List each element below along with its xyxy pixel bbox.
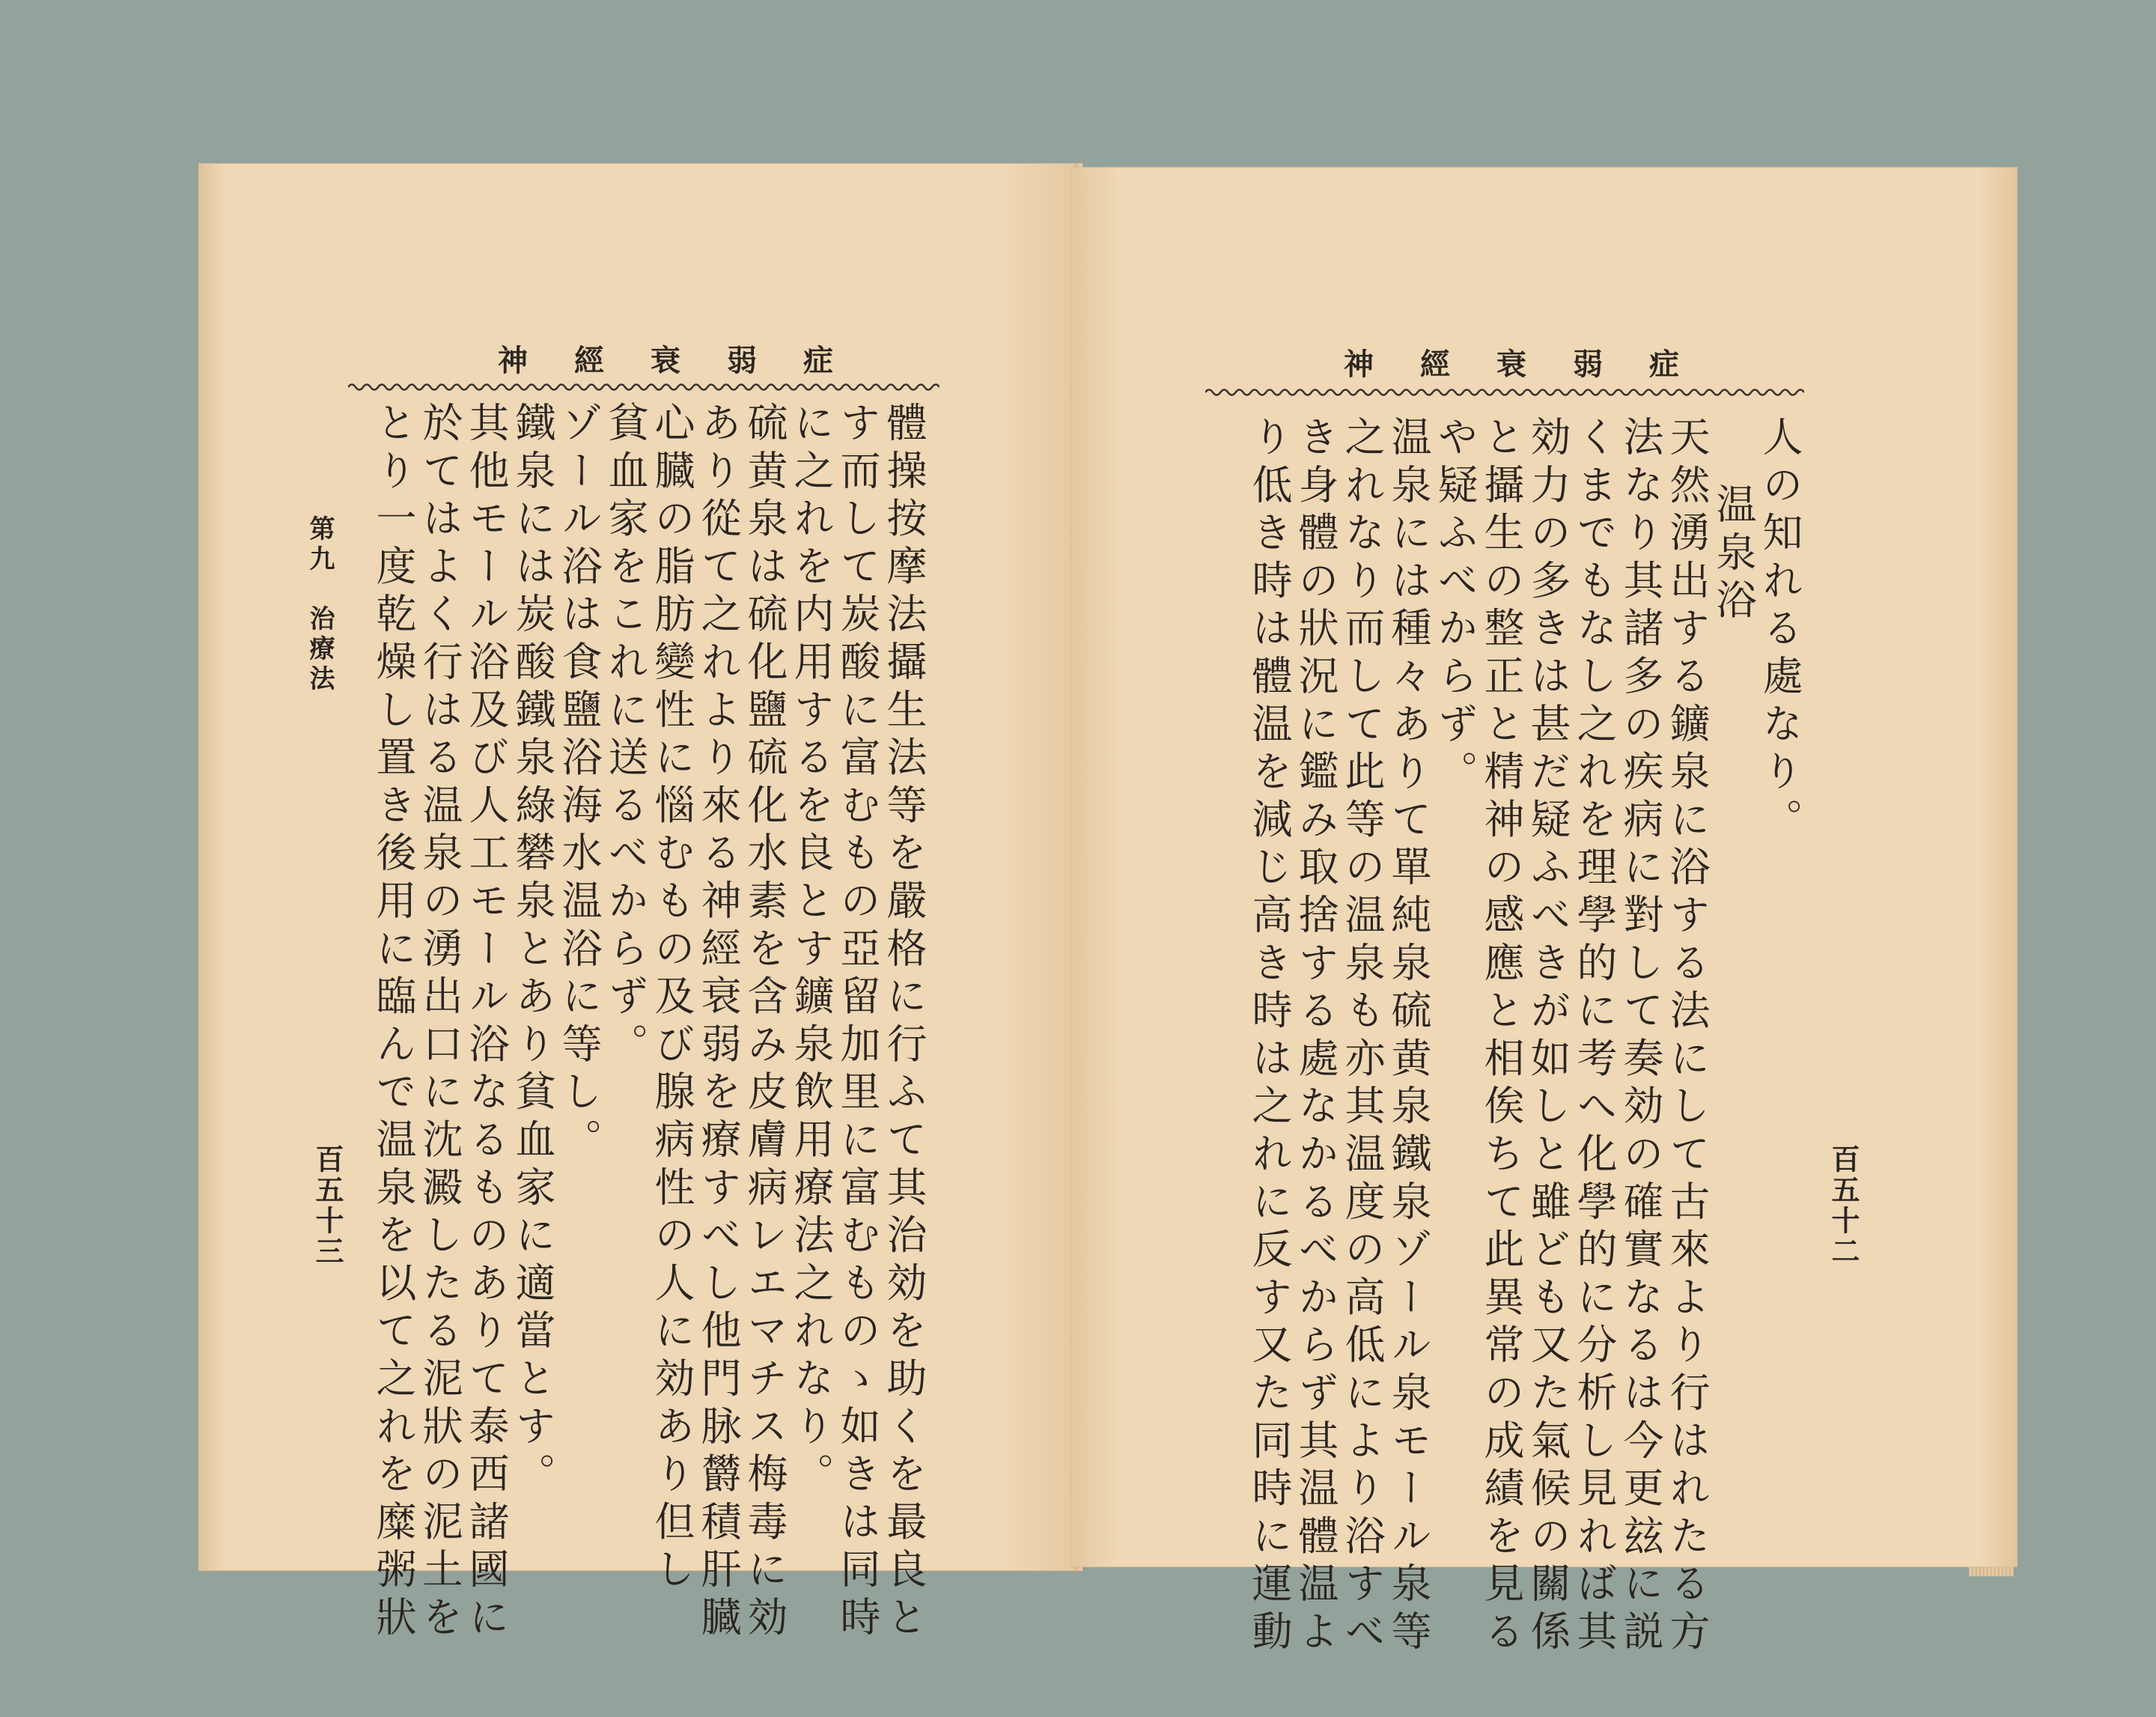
text-column: す而して炭酸に富むもの亞留加里に富むものゝ如きは同時	[834, 401, 881, 1644]
text-column: とり一度乾燥し置き後用に臨んで温泉を以て之れを糜粥狀	[370, 401, 417, 1644]
text-column: ゾール浴は食鹽浴海水温浴に等し。	[555, 401, 603, 1166]
section-heading: 温泉浴	[1710, 483, 1757, 627]
right-header-text: 神經衰弱症	[1344, 347, 1726, 382]
text-column: り低き時は體温を減じ高き時は之れに反す又た同時に運動	[1246, 416, 1293, 1658]
text-column: 硫黄泉は硫化鹽硫化水素を含み皮膚病レエマチス梅毒に効	[741, 401, 788, 1644]
text-column: き身體の狀況に鑑み取捨する處なかるべからず其温體温よ	[1292, 416, 1339, 1658]
text-column: 之れなり而して此等の温泉も亦其温度の高低により浴すべ	[1339, 416, 1386, 1658]
text-column: 鐵泉には炭酸鐵泉綠礬泉とあり貧血家に適當とす。	[509, 401, 556, 1501]
left-header-text: 神經衰弱症	[498, 343, 880, 378]
text-column: 天然湧出する鑛泉に浴する法にして古來より行はれたる方	[1663, 416, 1711, 1658]
section-label: 第九 治療法	[305, 515, 335, 695]
right-running-header	[1344, 341, 1726, 383]
right-body-text	[1071, 416, 2018, 1658]
text-column: 人の知れる處なり。	[1756, 416, 1803, 846]
text-column: 効力の多きは甚だ疑ふべきが如しと雖ども又た氣候の關係	[1524, 416, 1571, 1658]
text-column: 心臓の脂肪變性に惱むもの及び腺病性の人に効あり但し	[648, 401, 695, 1596]
right-page-number: 百五十二	[1827, 1144, 1860, 1267]
text-column: 其他モール浴及び人工モール浴なるものありて泰西諸國に	[463, 401, 510, 1644]
text-column: くまでもなし之れを理學的に考へ化學的に分析し見れば其	[1571, 416, 1618, 1658]
text-column: 温泉には種々ありて單純泉硫黄泉鐵泉ゾール泉モール泉等	[1385, 416, 1432, 1658]
text-column: 貧血家をこれに送るべからず。	[602, 401, 649, 1071]
right-header-rule	[1205, 387, 1804, 398]
left-running-header	[498, 337, 880, 380]
left-header-rule	[348, 382, 940, 392]
left-page	[198, 163, 1074, 1644]
text-column: や疑ふべからず。	[1431, 416, 1479, 798]
left-page-number: 百五十三	[311, 1144, 344, 1267]
text-column: 法なり其諸多の疾病に對して奏効の確實なるは今更玆に説	[1617, 416, 1664, 1658]
text-column: と攝生の整正と精神の感應と相俟ちて此異常の成績を見る	[1478, 416, 1525, 1658]
text-column: 體操按摩法攝生法等を嚴格に行ふて其治効を助くを最良と	[880, 401, 928, 1644]
text-column: に之れを内用するを良とす鑛泉飲用療法之れなり。	[788, 401, 835, 1501]
text-column: あり從て之れより來る神經衰弱を療すべし他門脉欝積肝臓	[695, 401, 742, 1644]
right-page	[1071, 167, 2018, 1658]
text-column: 於てはよく行はる温泉の湧出口に沈澱したる泥狀の泥土を	[416, 401, 463, 1644]
